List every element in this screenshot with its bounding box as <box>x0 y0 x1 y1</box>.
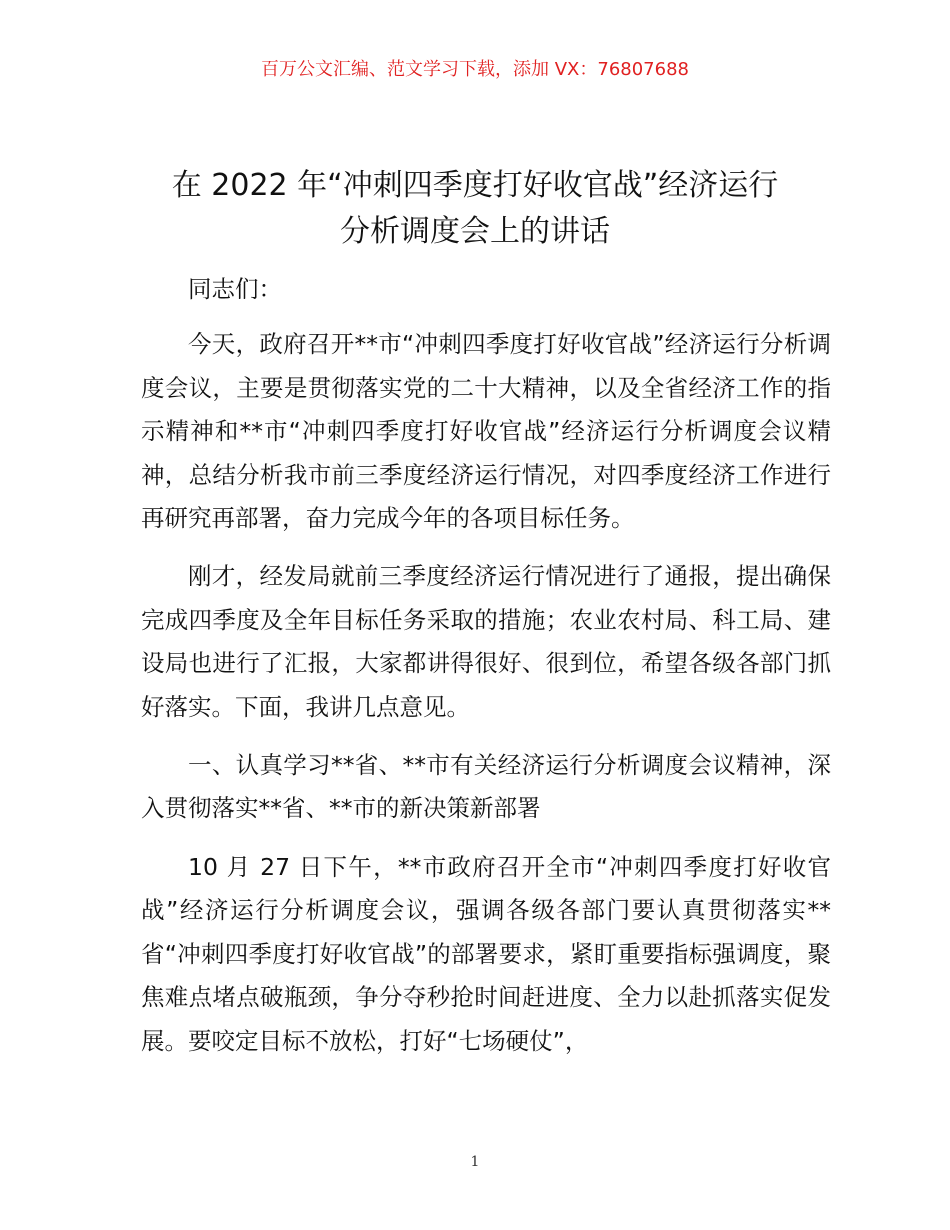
header-banner: 百万公文汇编、范文学习下载，添加 VX：76807688 <box>261 59 689 80</box>
paragraph-meeting-summary: 10 月 27 日下午，**市政府召开全市“冲刺四季度打好收官战”经济运行分析调度会议，强调各级各部门要认真贯彻落实**省“冲刺四季度打好收官战”的部署要求，紧盯重要指标强调度，聚焦难点堵点破瓶颈，争分夺秒抢时间赶进度、全力以赴抓落实促发展。要咬定目标不放松，打好“七场硬仗”， <box>141 852 831 1055</box>
title-line-2: 分析调度会上的讲话 <box>340 214 610 249</box>
paragraph-reports: 刚才，经发局就前三季度经济运行情况进行了通报，提出确保完成四季度及全年目标任务采取的措施；农业农村局、科工局、建设局也进行了汇报，大家都讲得很好、很到位，希望各级各部门抓好落实。下面，我讲几点意见。 <box>141 562 831 721</box>
section-heading-1: 一、认真学习**省、**市有关经济运行分析调度会议精神，深入贯彻落实**省、**市的新决策新部署 <box>141 751 831 823</box>
paragraph-opening: 今天，政府召开**市“冲刺四季度打好收官战”经济运行分析调度会议，主要是贯彻落实党的二十大精神，以及全省经济工作的指示精神和**市“冲刺四季度打好收官战”经济运行分析调度会议精神，总结分析我市前三季度经济运行情况，对四季度经济工作进行再研究再部署，奋力完成今年的各项目标任务。 <box>141 330 831 533</box>
document-body <box>141 268 831 1078</box>
document-title <box>120 163 830 255</box>
title-line-1: 在 2022 年“冲刺四季度打好收官战”经济运行 <box>171 168 779 203</box>
salutation: 同志们： <box>188 275 282 303</box>
page-number: 1 <box>470 1154 480 1170</box>
